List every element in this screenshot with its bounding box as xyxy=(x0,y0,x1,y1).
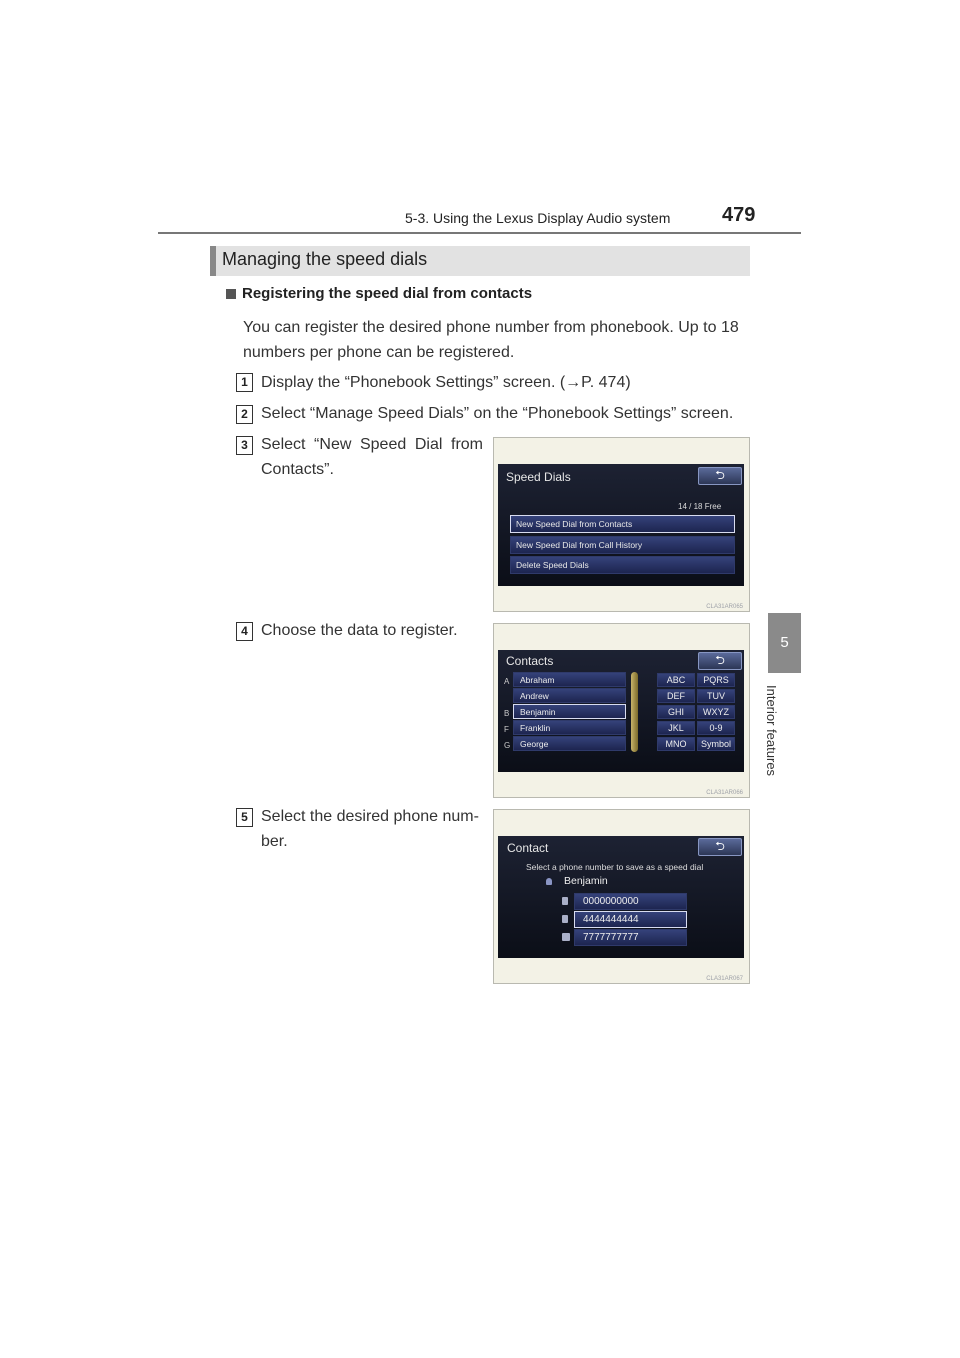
phone-number-home[interactable]: 7777777777 xyxy=(574,929,687,946)
contact-item-franklin[interactable]: Franklin xyxy=(513,720,626,735)
free-count: 14 / 18 Free xyxy=(678,502,722,511)
screen-title: Contact xyxy=(507,841,549,855)
person-icon xyxy=(546,878,552,885)
mobile-phone-icon xyxy=(562,897,568,905)
new-speed-dial-from-call-history-button[interactable]: New Speed Dial from Call History xyxy=(510,536,735,554)
step-number: 4 xyxy=(236,622,253,641)
index-letter: B xyxy=(504,709,510,718)
contact-screen xyxy=(498,836,744,958)
step-number: 1 xyxy=(236,373,253,392)
image-code: CLA31AR066 xyxy=(706,790,743,796)
image-code: CLA31AR065 xyxy=(706,604,743,610)
index-letter: F xyxy=(504,725,509,734)
key-mno[interactable]: MNO xyxy=(657,737,695,751)
header-section-title: 5-3. Using the Lexus Display Audio system xyxy=(405,210,671,226)
subsection-heading: Registering the speed dial from contacts xyxy=(226,285,532,302)
square-bullet-icon xyxy=(226,289,236,299)
key-ghi[interactable]: GHI xyxy=(657,705,695,719)
index-letter: A xyxy=(504,677,510,686)
phone-number-mobile[interactable]: 0000000000 xyxy=(574,893,687,910)
step-number: 2 xyxy=(236,405,253,424)
intro-paragraph: You can register the desired phone number from phonebook. Up to 18 numbers per phone can be registered. xyxy=(243,319,739,361)
chapter-side-label: Interior features xyxy=(764,685,779,777)
step-text: Display the “Phonebook Settings” screen. (→P. 474) xyxy=(261,374,631,391)
image-code: CLA31AR067 xyxy=(706,976,743,982)
key-tuv[interactable]: TUV xyxy=(697,689,735,703)
scrollbar[interactable] xyxy=(631,672,638,752)
contact-item-abraham[interactable]: Abraham xyxy=(513,672,626,687)
key-jkl[interactable]: JKL xyxy=(657,721,695,735)
step-text: Select the desired phone num- xyxy=(261,808,479,825)
contact-name: Benjamin xyxy=(564,875,608,887)
new-speed-dial-from-contacts-button[interactable]: New Speed Dial from Contacts xyxy=(510,515,735,533)
contact-item-benjamin[interactable]: Benjamin xyxy=(513,704,626,719)
back-button[interactable]: ⮌ xyxy=(698,467,742,485)
contacts-screen xyxy=(498,650,744,772)
step-text: Select “Manage Speed Dials” on the “Phonebook Settings” screen. xyxy=(261,405,734,422)
header-rule xyxy=(158,232,801,234)
chapter-tab: 5 xyxy=(768,613,801,673)
screen-title: Speed Dials xyxy=(506,470,571,484)
page-number: 479 xyxy=(722,204,756,226)
back-button[interactable]: ⮌ xyxy=(698,838,742,856)
office-phone-icon xyxy=(562,915,568,923)
step-number: 3 xyxy=(236,436,253,455)
screen-title: Contacts xyxy=(506,654,554,668)
key-symbol[interactable]: Symbol xyxy=(697,737,735,751)
key-0-9[interactable]: 0-9 xyxy=(697,721,735,735)
key-wxyz[interactable]: WXYZ xyxy=(697,705,735,719)
contact-screenshot xyxy=(493,809,750,984)
contacts-screenshot xyxy=(493,623,750,798)
delete-speed-dials-button[interactable]: Delete Speed Dials xyxy=(510,556,735,574)
step-text: Choose the data to register. xyxy=(261,622,458,639)
phone-number-office[interactable]: 4444444444 xyxy=(574,911,687,928)
key-abc[interactable]: ABC xyxy=(657,673,695,687)
step-text: Select “New Speed Dial from xyxy=(261,436,483,453)
speed-dials-screen xyxy=(498,464,744,586)
step-text: Contacts”. xyxy=(261,461,334,478)
key-def[interactable]: DEF xyxy=(657,689,695,703)
home-phone-icon xyxy=(562,933,570,941)
instruction-text: Select a phone number to save as a speed dial xyxy=(526,862,704,872)
section-title: Managing the speed dials xyxy=(222,249,428,269)
back-button[interactable]: ⮌ xyxy=(698,652,742,670)
step-number: 5 xyxy=(236,808,253,827)
speed-dials-screenshot xyxy=(493,437,750,612)
step-text: ber. xyxy=(261,833,288,850)
contact-item-george[interactable]: George xyxy=(513,736,626,751)
index-letter: G xyxy=(504,741,511,750)
key-pqrs[interactable]: PQRS xyxy=(697,673,735,687)
contact-item-andrew[interactable]: Andrew xyxy=(513,688,626,703)
